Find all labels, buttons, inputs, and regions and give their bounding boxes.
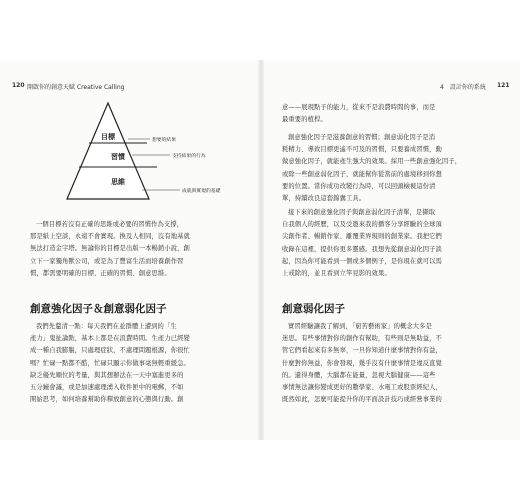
left-paragraph-1: [30, 219, 245, 280]
section-heading-enhancers-vs-weakeners: 創意強化因子＆創意弱化因子: [30, 303, 167, 315]
text-line: 耗精力、導致目標更遙不可及的習慣，只要養成習慣，動: [282, 146, 442, 154]
left-paragraph-2: [30, 321, 245, 406]
text-line: 無法打造金字塔。無論你的目標是出版一本暢銷小說，創: [30, 245, 190, 253]
right-running-chapter: 4 設計你的系統: [440, 84, 486, 91]
text-line: 做意強化因子，就能產生強大的效果。採用一些創意強化因子，: [282, 158, 462, 166]
text-line: 的。還得身體，大腦都在能量，忽視大腦健康——這些: [282, 371, 436, 379]
right-paragraph-3: [282, 207, 494, 280]
text-line: 尖創作者、暢銷作家、離覆業界規則的創業家。我把它們: [282, 233, 442, 241]
left-page-number: 120: [12, 82, 25, 89]
text-line: 產力」鬼扯論點，基本上都是在浪費時間。生產力已經變: [30, 335, 190, 343]
text-line: 收錄在這裡，提供你更多靈感。我想先從創意弱化因子談: [282, 245, 442, 253]
right-page-number: 121: [497, 82, 510, 89]
annotation-habit: 支持結果的行為: [172, 154, 206, 159]
text-line: 起，因為你可能看到一個或多個例子，是你現在就可以馬: [282, 257, 442, 265]
pyramid-outline: [67, 103, 149, 199]
annotation-mindset: 成就與實現的基礎: [182, 189, 221, 194]
text-line: 接下來的創意強化因子與創意弱化因子清單，是擷取: [288, 209, 436, 216]
text-line: 五分鐘會議，或是加速處理湧入收件匣中的電郵，不如: [30, 384, 184, 392]
text-line: 成一種自我膨脹，只處理症狀，不處理問題根源，你很忙: [30, 347, 190, 355]
text-line: 實習經驗讓我了解到，「窮苦藝術家」的概念大多是: [288, 323, 432, 330]
pyramid-level-mindset: 思維: [111, 178, 125, 186]
section-heading-weakeners: 創意弱化因子: [282, 303, 345, 315]
text-line: 或除一些創意弱化因子，就能幫你從當前的處境移到你想: [282, 170, 442, 178]
text-line: 什麼對你無益，你會發現，幾乎沒有什麼事情是違反直覺: [282, 359, 442, 367]
annotation-goal: 想要的結果: [152, 138, 176, 143]
right-paragraph-2: [282, 132, 494, 205]
pyramid-level-goal: 目標: [101, 133, 115, 141]
pyramid-diagram: [60, 95, 260, 215]
text-line: 缺乏優先順位的考量，與其想辦法在一天中塞進更多的: [30, 371, 184, 379]
text-line: 一個目標若沒有正確的思維或必要的習慣作為支撐，: [36, 221, 184, 228]
text-line: 自我個人的經歷，以及受邀來我的播客分享經驗的全球頂: [282, 221, 442, 229]
text-line: 要的位置。當你成功改變行為時，可以回頭檢視這份清: [282, 182, 436, 190]
text-line: 創意強化因子是滋養創意的習慣；創意弱化因子是消: [288, 134, 436, 141]
text-line: 事情無法讓你變成更好的數學家、水電工或股票經紀人，: [282, 384, 442, 392]
text-line: 慣，都需要明確的目標、正確的習慣、創意思維。: [30, 269, 171, 277]
right-paragraph-4: [282, 321, 494, 406]
text-line: 嗎？忙碌一點都不酷，忙碌只顯示你做事毫無輕重緩急。: [30, 359, 190, 367]
right-paragraph-1: [282, 102, 494, 126]
left-running-title: 開啟你的創意天賦 Creative Calling: [27, 84, 125, 91]
text-line: 單，持續改良這套錦囊工具。: [282, 195, 366, 203]
text-line: 迷思。有些事情對你的創作有幫助，有些則是無助益，不: [282, 335, 442, 343]
text-line: 管它們看起來有多無辜，一旦你知道什麼事情對你有益，: [282, 347, 442, 355]
text-line: 既然如此，怎麼可能提升你的平面設計技巧或經營事業的: [282, 396, 442, 404]
pyramid-level-habit: 習慣: [111, 153, 125, 161]
text-line: 上戒除的，並且看到立竿見影的效果。: [282, 270, 391, 278]
text-line: 開始思考，如何培養幫助你釋放創意的心態與行動。創: [30, 396, 184, 404]
text-line: 立下一家獨角獸公司，或是為了豐富生活而培養創作習: [30, 257, 184, 265]
text-line: 我們先釐清一點：每天我們在並群體上遭到的「生: [36, 323, 177, 330]
text-line: 意——展現點子的能力，從來不是浪費時間的事，而是: [282, 104, 436, 111]
text-line: 那是紙上空談，永遠不會實現。換及人相同，沒有地基就: [30, 233, 190, 241]
text-line: 最重要的植桿。: [282, 116, 327, 124]
